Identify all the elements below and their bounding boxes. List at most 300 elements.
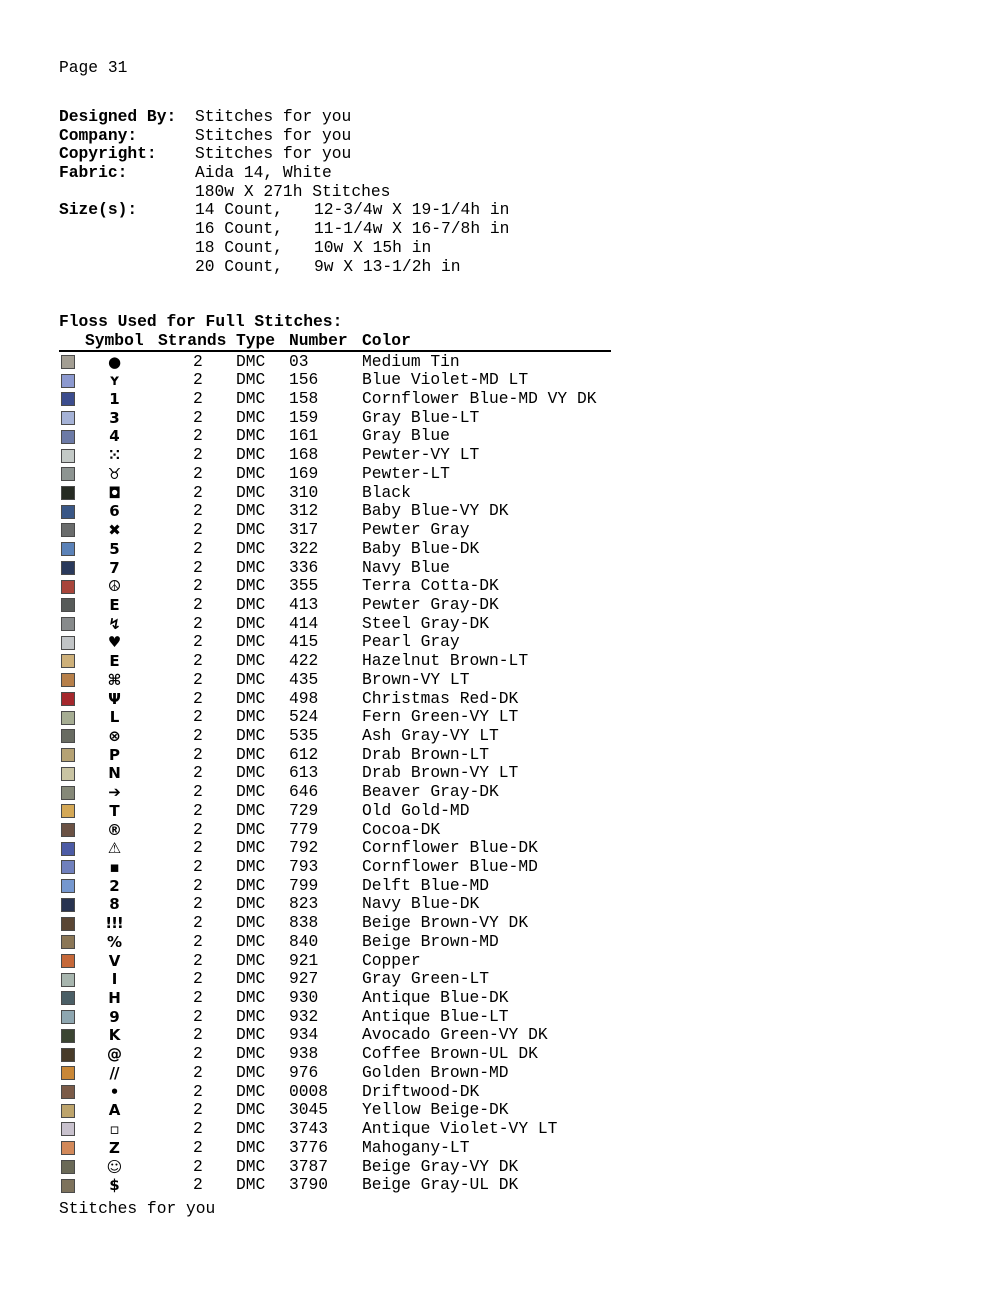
thread-type-cell: DMC (236, 407, 266, 427)
thread-number-cell: 823 (289, 894, 319, 914)
floss-section-title: Floss Used for Full Stitches: (59, 311, 343, 331)
thread-type-cell: DMC (236, 1044, 266, 1064)
thread-number-cell: 310 (289, 482, 319, 502)
size-dimensions: 11-1/4w X 16-7/8h in (314, 219, 510, 239)
color-name-cell: Terra Cotta-DK (362, 576, 499, 596)
color-swatch (61, 561, 75, 575)
thread-number-cell: 934 (289, 1025, 319, 1045)
strands-cell: 2 (193, 594, 203, 614)
size-count: 14 Count, (195, 200, 283, 220)
thread-number-cell: 799 (289, 875, 319, 895)
thread-type-cell: DMC (236, 463, 266, 483)
floss-row (0, 746, 1005, 765)
floss-row (0, 540, 1005, 559)
color-swatch (61, 898, 75, 912)
color-name-cell: Gray Blue (362, 426, 450, 446)
size-dimensions: 10w X 15h in (314, 237, 432, 257)
thread-type-cell: DMC (236, 894, 266, 914)
thread-number-cell: 3776 (289, 1137, 329, 1157)
strands-cell: 2 (193, 744, 203, 764)
stitch-symbol: ⁙ (108, 446, 120, 465)
stitch-symbol: ☺ (106, 1157, 122, 1176)
strands-cell: 2 (193, 1156, 203, 1176)
strands-cell: 2 (193, 351, 203, 371)
floss-row (0, 933, 1005, 952)
strands-cell: 2 (193, 1119, 203, 1139)
color-name-cell: Pewter Gray-DK (362, 594, 499, 614)
strands-cell: 2 (193, 1175, 203, 1195)
thread-type-cell: DMC (236, 557, 266, 577)
thread-type-cell: DMC (236, 426, 266, 446)
header-color: Color (362, 330, 411, 350)
thread-type-cell: DMC (236, 1137, 266, 1157)
thread-type-cell: DMC (236, 613, 266, 633)
thread-type-cell: DMC (236, 838, 266, 858)
thread-type-cell: DMC (236, 1006, 266, 1026)
thread-number-cell: 498 (289, 688, 319, 708)
thread-number-cell: 793 (289, 857, 319, 876)
thread-number-cell: 930 (289, 988, 319, 1008)
strands-cell: 2 (193, 1044, 203, 1064)
floss-row (0, 952, 1005, 971)
thread-type-cell: DMC (236, 1175, 266, 1195)
thread-type-cell: DMC (236, 351, 266, 371)
stitch-symbol: ☮ (107, 577, 121, 596)
company-line (0, 127, 1005, 146)
color-swatch (61, 467, 75, 481)
floss-table-body (0, 353, 1005, 1195)
color-swatch (61, 767, 75, 781)
strands-cell: 2 (193, 463, 203, 483)
color-swatch (61, 1085, 75, 1099)
thread-type-cell: DMC (236, 819, 266, 839)
color-swatch (61, 411, 75, 425)
color-swatch (61, 842, 75, 856)
color-name-cell: Golden Brown-MD (362, 1062, 509, 1082)
stitch-symbol: 3 (109, 408, 119, 427)
color-name-cell: Old Gold-MD (362, 800, 470, 820)
strands-cell: 2 (193, 894, 203, 914)
thread-type-cell: DMC (236, 389, 266, 409)
color-swatch (61, 355, 75, 369)
color-swatch (61, 636, 75, 650)
thread-type-cell: DMC (236, 520, 266, 540)
strands-cell: 2 (193, 913, 203, 933)
floss-table-header (0, 332, 1005, 351)
header-strands: Strands (158, 330, 227, 350)
floss-row (0, 353, 1005, 372)
color-name-cell: Cocoa-DK (362, 819, 441, 839)
strands-cell: 2 (193, 482, 203, 502)
thread-number-cell: 168 (289, 445, 319, 465)
thread-number-cell: 159 (289, 407, 319, 427)
color-swatch (61, 505, 75, 519)
thread-number-cell: 927 (289, 969, 319, 989)
floss-row (0, 727, 1005, 746)
floss-row (0, 671, 1005, 690)
thread-number-cell: 161 (289, 426, 319, 446)
color-swatch (61, 392, 75, 406)
thread-number-cell: 355 (289, 576, 319, 596)
thread-number-cell: 156 (289, 370, 319, 390)
strands-cell: 2 (193, 969, 203, 989)
color-swatch (61, 654, 75, 668)
thread-number-cell: 415 (289, 632, 319, 652)
color-swatch (61, 786, 75, 800)
thread-number-cell: 414 (289, 613, 319, 633)
color-name-cell: Christmas Red-DK (362, 688, 519, 708)
color-name-cell: Cornflower Blue-MD (362, 857, 538, 876)
stitch-symbol: ♥ (107, 633, 121, 652)
thread-type-cell: DMC (236, 988, 266, 1008)
strands-cell: 2 (193, 1062, 203, 1082)
thread-type-cell: DMC (236, 482, 266, 502)
color-swatch (61, 523, 75, 537)
thread-type-cell: DMC (236, 445, 266, 465)
stitch-symbol: 1 (109, 390, 119, 409)
color-swatch (61, 449, 75, 463)
stitch-symbol: ➔ (108, 783, 120, 802)
color-name-cell: Copper (362, 950, 421, 970)
thread-number-cell: 729 (289, 800, 319, 820)
color-name-cell: Hazelnut Brown-LT (362, 651, 529, 671)
page-footer: Stitches for you (59, 1198, 216, 1218)
floss-row (0, 446, 1005, 465)
color-swatch (61, 954, 75, 968)
strands-cell: 2 (193, 576, 203, 596)
thread-number-cell: 435 (289, 669, 319, 689)
thread-number-cell: 840 (289, 931, 319, 951)
floss-row (0, 484, 1005, 503)
thread-type-cell: DMC (236, 857, 266, 876)
strands-cell: 2 (193, 613, 203, 633)
thread-type-cell: DMC (236, 576, 266, 596)
color-swatch (61, 991, 75, 1005)
color-name-cell: Drab Brown-VY LT (362, 763, 519, 783)
strands-cell: 2 (193, 445, 203, 465)
color-name-cell: Beaver Gray-DK (362, 782, 499, 802)
color-swatch (61, 823, 75, 837)
color-name-cell: Coffee Brown-UL DK (362, 1044, 538, 1064)
floss-row (0, 465, 1005, 484)
stitch-symbol: K (108, 1026, 120, 1045)
color-name-cell: Antique Violet-VY LT (362, 1119, 558, 1139)
thread-type-cell: DMC (236, 969, 266, 989)
size-line (0, 258, 1005, 277)
thread-number-cell: 938 (289, 1044, 319, 1064)
thread-type-cell: DMC (236, 782, 266, 802)
thread-number-cell: 3045 (289, 1100, 329, 1120)
thread-type-cell: DMC (236, 875, 266, 895)
size-line (0, 201, 1005, 220)
stitch-symbol: ⊗ (108, 726, 120, 745)
thread-number-cell: 3787 (289, 1156, 329, 1176)
fabric-label: Fabric: (59, 162, 128, 182)
stitch-symbol: T (109, 801, 119, 820)
size-count: 18 Count, (195, 237, 283, 257)
floss-row (0, 708, 1005, 727)
stitch-symbol: 9 (109, 1007, 119, 1026)
color-name-cell: Medium Tin (362, 351, 460, 371)
strands-cell: 2 (193, 651, 203, 671)
floss-row (0, 1158, 1005, 1177)
thread-type-cell: DMC (236, 1156, 266, 1176)
floss-row (0, 1139, 1005, 1158)
thread-type-cell: DMC (236, 632, 266, 652)
color-swatch (61, 1179, 75, 1193)
color-name-cell: Black (362, 482, 411, 502)
stitch-symbol: ↯ (108, 614, 120, 633)
strands-cell: 2 (193, 1137, 203, 1157)
fabric-line (0, 164, 1005, 183)
color-swatch (61, 598, 75, 612)
floss-row (0, 409, 1005, 428)
size-line (0, 220, 1005, 239)
thread-number-cell: 612 (289, 744, 319, 764)
header-type: Type (236, 330, 276, 350)
thread-type-cell: DMC (236, 950, 266, 970)
strands-cell: 2 (193, 931, 203, 951)
floss-row (0, 1008, 1005, 1027)
color-swatch (61, 804, 75, 818)
stitch-symbol: ® (107, 820, 121, 839)
thread-number-cell: 413 (289, 594, 319, 614)
strands-cell: 2 (193, 875, 203, 895)
designer-line (0, 108, 1005, 127)
thread-type-cell: DMC (236, 763, 266, 783)
strands-cell: 2 (193, 632, 203, 652)
thread-number-cell: 613 (289, 763, 319, 783)
color-swatch (61, 917, 75, 931)
page-number: Page 31 (59, 57, 128, 77)
color-swatch (61, 1104, 75, 1118)
floss-row (0, 1026, 1005, 1045)
thread-number-cell: 158 (289, 389, 319, 409)
size-count: 20 Count, (195, 256, 283, 276)
size-dimensions: 9w X 13-1/2h in (314, 256, 461, 276)
floss-row (0, 502, 1005, 521)
color-name-cell: Yellow Beige-DK (362, 1100, 509, 1120)
color-swatch (61, 542, 75, 556)
color-name-cell: Avocado Green-VY DK (362, 1025, 548, 1045)
color-swatch (61, 1048, 75, 1062)
color-name-cell: Baby Blue-VY DK (362, 501, 509, 521)
strands-cell: 2 (193, 725, 203, 745)
floss-row (0, 1045, 1005, 1064)
color-name-cell: Pewter-LT (362, 463, 450, 483)
floss-row (0, 1064, 1005, 1083)
color-swatch (61, 711, 75, 725)
thread-number-cell: 976 (289, 1062, 319, 1082)
floss-row (0, 821, 1005, 840)
color-name-cell: Beige Gray-UL DK (362, 1175, 519, 1195)
floss-row (0, 390, 1005, 409)
stitch-symbol: H (108, 989, 120, 1008)
thread-number-cell: 0008 (289, 1081, 329, 1101)
color-swatch (61, 1029, 75, 1043)
company-label: Company: (59, 125, 138, 145)
color-name-cell: Gray Green-LT (362, 969, 490, 989)
color-name-cell: Driftwood-DK (362, 1081, 480, 1101)
floss-row (0, 895, 1005, 914)
strands-cell: 2 (193, 763, 203, 783)
designer-label: Designed By: (59, 106, 177, 126)
thread-type-cell: DMC (236, 744, 266, 764)
stitch-symbol: 5 (109, 539, 119, 558)
color-swatch (61, 1010, 75, 1024)
color-name-cell: Antique Blue-DK (362, 988, 509, 1008)
stitch-symbol: • (109, 1082, 119, 1101)
stitch-symbol: @ (107, 1045, 121, 1064)
thread-type-cell: DMC (236, 669, 266, 689)
stitch-symbol: V (108, 951, 120, 970)
floss-row (0, 970, 1005, 989)
stitch-symbol: ▪ (109, 858, 119, 876)
strands-cell: 2 (193, 857, 203, 876)
strands-cell: 2 (193, 538, 203, 558)
floss-row (0, 596, 1005, 615)
color-name-cell: Ash Gray-VY LT (362, 725, 499, 745)
thread-type-cell: DMC (236, 651, 266, 671)
floss-row (0, 427, 1005, 446)
strands-cell: 2 (193, 407, 203, 427)
thread-type-cell: DMC (236, 931, 266, 951)
copyright-label: Copyright: (59, 144, 157, 164)
stitch-symbol: 7 (109, 558, 119, 577)
strands-cell: 2 (193, 782, 203, 802)
pattern-details (0, 108, 1005, 276)
strands-cell: 2 (193, 370, 203, 390)
strands-cell: 2 (193, 669, 203, 689)
thread-number-cell: 779 (289, 819, 319, 839)
color-swatch (61, 860, 75, 874)
color-name-cell: Delft Blue-MD (362, 875, 490, 895)
company-value: Stitches for you (195, 125, 352, 145)
color-swatch (61, 1066, 75, 1080)
thread-number-cell: 422 (289, 651, 319, 671)
thread-number-cell: 3743 (289, 1119, 329, 1139)
floss-row (0, 1120, 1005, 1139)
color-swatch (61, 692, 75, 706)
stitch-symbol: ● (107, 352, 121, 371)
thread-type-cell: DMC (236, 1119, 266, 1139)
color-swatch (61, 973, 75, 987)
color-swatch (61, 430, 75, 444)
stitch-symbol: L (109, 708, 119, 727)
floss-row (0, 802, 1005, 821)
color-swatch (61, 617, 75, 631)
color-name-cell: Cornflower Blue-MD VY DK (362, 389, 597, 409)
header-number: Number (289, 330, 348, 350)
color-swatch (61, 879, 75, 893)
stitch-count-value: 180w X 271h Stitches (195, 181, 391, 201)
size-count: 16 Count, (195, 219, 283, 239)
copyright-line (0, 145, 1005, 164)
thread-type-cell: DMC (236, 707, 266, 727)
color-swatch (61, 1160, 75, 1174)
thread-number-cell: 792 (289, 838, 319, 858)
color-name-cell: Navy Blue (362, 557, 450, 577)
floss-row (0, 914, 1005, 933)
strands-cell: 2 (193, 1100, 203, 1120)
color-swatch (61, 1122, 75, 1136)
thread-number-cell: 838 (289, 913, 319, 933)
floss-row (0, 615, 1005, 634)
size-line (0, 239, 1005, 258)
color-swatch (61, 729, 75, 743)
color-swatch (61, 374, 75, 388)
color-name-cell: Pearl Gray (362, 632, 460, 652)
thread-number-cell: 3790 (289, 1175, 329, 1195)
floss-row (0, 877, 1005, 896)
strands-cell: 2 (193, 557, 203, 577)
stitch-symbol: $ (109, 1176, 119, 1195)
floss-row (0, 989, 1005, 1008)
thread-number-cell: 322 (289, 538, 319, 558)
thread-type-cell: DMC (236, 688, 266, 708)
strands-cell: 2 (193, 1006, 203, 1026)
stitch-symbol: 6 (109, 502, 119, 521)
thread-number-cell: 317 (289, 520, 319, 540)
color-name-cell: Antique Blue-LT (362, 1006, 509, 1026)
floss-row (0, 839, 1005, 858)
thread-number-cell: 03 (289, 351, 309, 371)
thread-number-cell: 535 (289, 725, 319, 745)
color-name-cell: Cornflower Blue-DK (362, 838, 538, 858)
color-name-cell: Beige Brown-MD (362, 931, 499, 951)
color-name-cell: Pewter-VY LT (362, 445, 480, 465)
thread-type-cell: DMC (236, 501, 266, 521)
stitch-symbol: ◘ (108, 483, 120, 502)
stitch-symbol: ⌘ (107, 670, 121, 689)
thread-type-cell: DMC (236, 1062, 266, 1082)
floss-row (0, 559, 1005, 578)
thread-type-cell: DMC (236, 1100, 266, 1120)
thread-number-cell: 921 (289, 950, 319, 970)
thread-number-cell: 336 (289, 557, 319, 577)
strands-cell: 2 (193, 520, 203, 540)
thread-type-cell: DMC (236, 594, 266, 614)
color-swatch (61, 673, 75, 687)
stitch-symbol: 2 (109, 876, 119, 895)
stitch-symbol: ♉ (107, 464, 121, 483)
designer-value: Stitches for you (195, 106, 352, 126)
strands-cell: 2 (193, 707, 203, 727)
strands-cell: 2 (193, 688, 203, 708)
floss-row (0, 652, 1005, 671)
strands-cell: 2 (193, 501, 203, 521)
color-swatch (61, 1141, 75, 1155)
floss-row (0, 521, 1005, 540)
floss-row (0, 764, 1005, 783)
thread-number-cell: 312 (289, 501, 319, 521)
strands-cell: 2 (193, 1025, 203, 1045)
color-name-cell: Gray Blue-LT (362, 407, 480, 427)
strands-cell: 2 (193, 426, 203, 446)
color-swatch (61, 580, 75, 594)
floss-row (0, 633, 1005, 652)
strands-cell: 2 (193, 800, 203, 820)
thread-type-cell: DMC (236, 538, 266, 558)
color-name-cell: Navy Blue-DK (362, 894, 480, 914)
floss-row (0, 690, 1005, 709)
stitch-symbol: 4 (109, 427, 119, 446)
thread-type-cell: DMC (236, 725, 266, 745)
floss-row (0, 1101, 1005, 1120)
thread-type-cell: DMC (236, 800, 266, 820)
stitch-symbol: N (108, 764, 120, 783)
stitch-symbol: E (109, 652, 119, 671)
